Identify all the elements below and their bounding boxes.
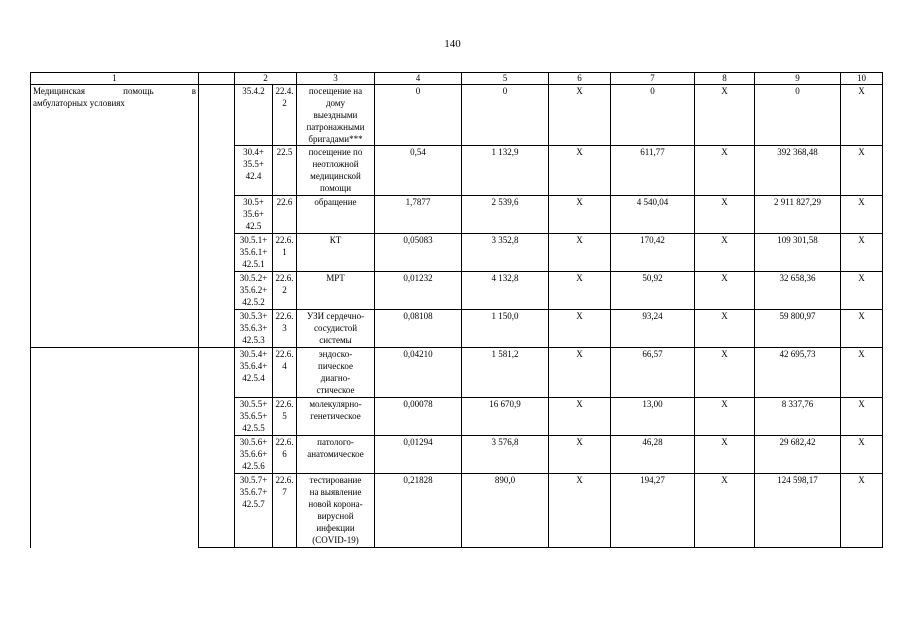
header-col-2: 2	[235, 73, 297, 85]
value-cell-col-9: 42 695,73	[755, 348, 841, 398]
value-cell-col-8: X	[695, 85, 755, 146]
value-cell-col-6: X	[549, 310, 611, 348]
service-name-cell: УЗИ сердечно- сосудистой системы	[297, 310, 375, 348]
code-cell: 30.5+ 35.6+ 42.5	[235, 196, 273, 234]
value-cell-col-8: X	[695, 146, 755, 196]
value-cell-col-8: X	[695, 196, 755, 234]
value-cell-col-4: 0	[375, 85, 462, 146]
value-cell-col-4: 0,04210	[375, 348, 462, 398]
value-cell-col-8: X	[695, 348, 755, 398]
value-cell-col-7: 93,24	[611, 310, 695, 348]
value-cell-col-6: X	[549, 272, 611, 310]
subcode-cell: 22.6. 4	[273, 348, 297, 398]
service-name-cell: посещение на дому выездными патронажными бригадами***	[297, 85, 375, 146]
value-cell-col-8: X	[695, 272, 755, 310]
value-cell-col-7: 13,00	[611, 398, 695, 436]
value-cell-col-4: 0,01232	[375, 272, 462, 310]
value-cell-col-9: 29 682,42	[755, 436, 841, 474]
care-type-word: помощь	[123, 86, 154, 96]
value-cell-col-10: X	[841, 436, 883, 474]
header-col-4: 4	[375, 73, 462, 85]
value-cell-col-7: 194,27	[611, 474, 695, 548]
header-col-7: 7	[611, 73, 695, 85]
service-name-cell: эндоско- пическое диагно- стическое	[297, 348, 375, 398]
value-cell-col-7: 4 540,04	[611, 196, 695, 234]
tariff-table	[30, 72, 883, 548]
value-cell-col-9: 8 337,76	[755, 398, 841, 436]
value-cell-col-7: 170,42	[611, 234, 695, 272]
value-cell-col-4: 0,08108	[375, 310, 462, 348]
value-cell-col-10: X	[841, 196, 883, 234]
code-cell: 30.5.6+ 35.6.6+ 42.5.6	[235, 436, 273, 474]
value-cell-col-10: X	[841, 85, 883, 146]
value-cell-col-4: 0,54	[375, 146, 462, 196]
value-cell-col-6: X	[549, 474, 611, 548]
page-number: 140	[444, 38, 461, 50]
table-row	[31, 348, 883, 398]
value-cell-col-10: X	[841, 146, 883, 196]
service-name-cell: тестирование на выявление новой корона- вирусной инфекции (COVID-19)	[297, 474, 375, 548]
value-cell-col-4: 0,21828	[375, 474, 462, 548]
code-cell: 30.5.3+ 35.6.3+ 42.5.3	[235, 310, 273, 348]
header-col-1-blank	[199, 73, 235, 85]
value-cell-col-6: X	[549, 196, 611, 234]
value-cell-col-4: 0,00078	[375, 398, 462, 436]
subcode-cell: 22.5	[273, 146, 297, 196]
value-cell-col-8: X	[695, 436, 755, 474]
subcode-cell: 22.4. 2	[273, 85, 297, 146]
service-name-cell: молекулярно- генетическое	[297, 398, 375, 436]
value-cell-col-5: 3 352,8	[462, 234, 549, 272]
value-cell-col-10: X	[841, 272, 883, 310]
value-cell-col-10: X	[841, 348, 883, 398]
code-cell: 35.4.2	[235, 85, 273, 146]
value-cell-col-8: X	[695, 398, 755, 436]
header-row	[31, 73, 883, 85]
value-cell-col-10: X	[841, 310, 883, 348]
subcode-cell: 22.6. 1	[273, 234, 297, 272]
service-name-cell: обращение	[297, 196, 375, 234]
value-cell-col-9: 109 301,58	[755, 234, 841, 272]
subcode-cell: 22.6. 6	[273, 436, 297, 474]
service-name-cell: посещение по неотложной медицинской помощи	[297, 146, 375, 196]
table-row	[31, 85, 883, 146]
code-cell: 30.5.1+ 35.6.1+ 42.5.1	[235, 234, 273, 272]
value-cell-col-6: X	[549, 234, 611, 272]
value-cell-col-9: 32 658,36	[755, 272, 841, 310]
header-col-6: 6	[549, 73, 611, 85]
value-cell-col-6: X	[549, 436, 611, 474]
value-cell-col-6: X	[549, 398, 611, 436]
care-type-word: в	[191, 86, 196, 96]
blank-cell	[199, 85, 235, 348]
service-name-cell: КТ	[297, 234, 375, 272]
code-cell: 30.5.4+ 35.6.4+ 42.5.4	[235, 348, 273, 398]
value-cell-col-7: 46,28	[611, 436, 695, 474]
blank-cell	[199, 348, 235, 548]
subcode-cell: 22.6. 2	[273, 272, 297, 310]
care-type-line-1	[33, 85, 196, 97]
value-cell-col-8: X	[695, 234, 755, 272]
subcode-cell: 22.6. 5	[273, 398, 297, 436]
value-cell-col-5: 16 670,9	[462, 398, 549, 436]
value-cell-col-8: X	[695, 474, 755, 548]
value-cell-col-9: 0	[755, 85, 841, 146]
care-type-cell	[31, 85, 199, 348]
value-cell-col-4: 0,01294	[375, 436, 462, 474]
subcode-cell: 22.6. 3	[273, 310, 297, 348]
care-type-continuation	[31, 348, 199, 548]
value-cell-col-5: 3 576,8	[462, 436, 549, 474]
value-cell-col-9: 124 598,17	[755, 474, 841, 548]
value-cell-col-9: 392 368,48	[755, 146, 841, 196]
value-cell-col-7: 0	[611, 85, 695, 146]
subcode-cell: 22.6	[273, 196, 297, 234]
code-cell: 30.5.2+ 35.6.2+ 42.5.2	[235, 272, 273, 310]
care-type-word: Медицинская	[33, 86, 85, 96]
value-cell-col-6: X	[549, 348, 611, 398]
service-name-cell: патолого- анатомическое	[297, 436, 375, 474]
header-col-8: 8	[695, 73, 755, 85]
code-cell: 30.4+ 35.5+ 42.4	[235, 146, 273, 196]
value-cell-col-6: X	[549, 85, 611, 146]
value-cell-col-5: 1 581,2	[462, 348, 549, 398]
table-body	[31, 85, 883, 548]
value-cell-col-10: X	[841, 474, 883, 548]
value-cell-col-9: 2 911 827,29	[755, 196, 841, 234]
value-cell-col-6: X	[549, 146, 611, 196]
value-cell-col-5: 1 132,9	[462, 146, 549, 196]
value-cell-col-7: 611,77	[611, 146, 695, 196]
value-cell-col-5: 0	[462, 85, 549, 146]
header-col-1: 1	[31, 73, 199, 85]
care-type-line-2: амбулаторных условиях	[33, 98, 125, 108]
value-cell-col-7: 50,92	[611, 272, 695, 310]
service-name-cell: МРТ	[297, 272, 375, 310]
value-cell-col-4: 0,05083	[375, 234, 462, 272]
code-cell: 30.5.7+ 35.6.7+ 42.5.7	[235, 474, 273, 548]
value-cell-col-4: 1,7877	[375, 196, 462, 234]
subcode-cell: 22.6. 7	[273, 474, 297, 548]
header-col-10: 10	[841, 73, 883, 85]
header-col-9: 9	[755, 73, 841, 85]
value-cell-col-7: 66,57	[611, 348, 695, 398]
value-cell-col-5: 1 150,0	[462, 310, 549, 348]
value-cell-col-5: 4 132,8	[462, 272, 549, 310]
header-col-3: 3	[297, 73, 375, 85]
value-cell-col-5: 2 539,6	[462, 196, 549, 234]
value-cell-col-5: 890,0	[462, 474, 549, 548]
value-cell-col-8: X	[695, 310, 755, 348]
header-col-5: 5	[462, 73, 549, 85]
value-cell-col-9: 59 800,97	[755, 310, 841, 348]
value-cell-col-10: X	[841, 398, 883, 436]
value-cell-col-10: X	[841, 234, 883, 272]
code-cell: 30.5.5+ 35.6.5+ 42.5.5	[235, 398, 273, 436]
